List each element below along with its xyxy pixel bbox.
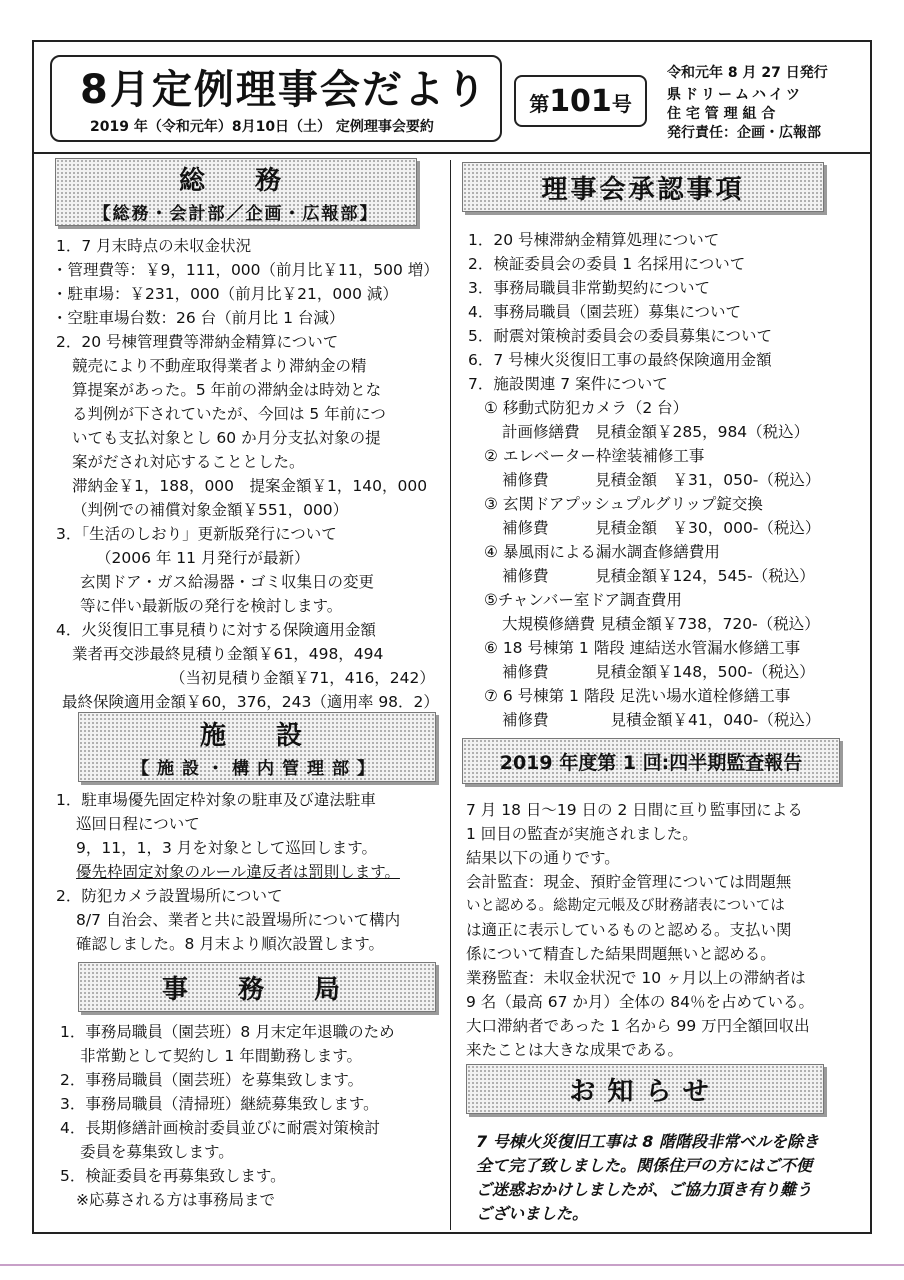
list-item: 1．駐車場優先固定枠対象の駐車及び違法駐車 [56, 791, 376, 809]
soumu-title: 総 務 [178, 166, 293, 196]
list-item: ※応募される方は事務局まで [76, 1191, 275, 1209]
list-item: 5．検証委員を再募集致します。 [60, 1167, 286, 1185]
list-item: 2．20 号棟管理費等滞納金精算について [56, 333, 339, 351]
list-item: ① 移動式防犯カメラ（2 台） [484, 399, 689, 417]
list-item: 3．事務局職員（清掃班）継続募集致します。 [60, 1095, 379, 1113]
list-item: 5．耐震対策検討委員会の委員募集について [468, 327, 773, 345]
list-item: 7 月 18 日〜19 日の 2 日間に亘り監事団による [466, 801, 803, 819]
list-item: 補修費 見積金額 ￥31，050-（税込） [502, 471, 821, 489]
list-item: いても支払対象とし 60 か月分支払対象の提 [72, 429, 381, 447]
list-item: 最終保険適用金額￥60，376，243（適用率 98．2） [62, 693, 439, 711]
list-item: 滞納金￥1，188，000 提案金額￥1，140，000 [72, 477, 428, 495]
audit-heading [462, 738, 840, 784]
page-bottom-line [0, 1264, 904, 1266]
list-item: 優先枠固定対象のルール違反者は罰則します。 [76, 863, 400, 881]
list-item: ・空駐車場台数：26 台（前月比 1 台減） [52, 309, 345, 327]
list-item: 補修費 見積金額￥124，545-（税込） [502, 567, 815, 585]
list-item: 9，11，1，3 月を対象として巡回します。 [76, 839, 377, 857]
list-item: 確認しました。8 月末より順次設置します。 [76, 935, 385, 953]
list-item: 競売により不動産取得業者より滞納金の精 [72, 357, 367, 375]
list-item: 4．事務局職員（園芸班）募集について [468, 303, 742, 321]
list-item: 計画修繕費 見積金額￥285，984（税込） [502, 423, 810, 441]
shisetsu-subtitle: 【施設・構内管理部】 [132, 759, 382, 779]
list-item: ご迷惑おかけしましたが、ご協力頂き有り難う [476, 1180, 813, 1199]
list-item: 8/7 自治会、業者と共に設置場所について構内 [76, 911, 401, 929]
list-item: 来たことは大きな成果である。 [466, 1041, 684, 1059]
list-item: ⑤チャンバー室ドア調査費用 [484, 591, 682, 609]
list-item: 2．検証委員会の委員 1 名採用について [468, 255, 746, 273]
list-item: ③ 玄関ドアプッシュプルグリップ錠交換 [484, 495, 763, 513]
list-item: 補修費 見積金額￥41，040-（税込） [502, 711, 821, 729]
list-item: 業者再交渉最終見積り金額￥61，498，494 [72, 645, 384, 663]
list-item: 9 名（最高 67 か月）全体の 84％を占めている。 [466, 993, 815, 1011]
list-item: 結果以下の通りです。 [466, 849, 620, 867]
list-item: 係について精査した結果問題無いと認める。 [466, 945, 776, 963]
notice-title: お知らせ [569, 1076, 721, 1107]
shisetsu-heading [78, 712, 436, 782]
list-item: る判例が下されていたが、今回は 5 年前につ [72, 405, 386, 423]
list-item: ⑦ 6 号棟第 1 階段 足洗い場水道栓修繕工事 [484, 687, 791, 705]
jimukyoku-heading [78, 962, 436, 1012]
list-item: （判例での補償対象金額￥551，000） [72, 501, 349, 519]
list-item: 非常勤として契約し 1 年間勤務します。 [80, 1047, 362, 1065]
list-item: 7．施設関連 7 案件について [468, 375, 668, 393]
soumu-subtitle: 【総務・会計部／企画・広報部】 [93, 204, 379, 224]
issue-number-box [514, 75, 647, 127]
list-item: いと認める。総勘定元帳及び財務諸表については [466, 898, 785, 914]
audit-title: 2019 年度第 1 回:四半期監査報告 [499, 751, 803, 774]
list-item: 大口滞納者であった 1 名から 99 万円全額回収出 [466, 1017, 810, 1035]
list-item: （当初見積り金額￥71，416，242） [170, 669, 435, 687]
list-item: 4．長期修繕計画検討委員並びに耐震対策検討 [60, 1119, 380, 1137]
issue-number: 第101号 [529, 83, 632, 119]
column-divider [450, 160, 451, 1230]
approval-heading [462, 162, 824, 212]
list-item: 等に伴い最新版の発行を検討します。 [80, 597, 343, 615]
list-item: 算提案があった。5 年前の滞納金は時効とな [72, 381, 382, 399]
list-item: 大規模修繕費 見積金額￥738，720-（税込） [502, 615, 820, 633]
approval-title: 理事会承認事項 [541, 174, 745, 205]
list-item: （2006 年 11 月発行が最新） [96, 549, 310, 567]
responsible-department: 発行責任：企画・広報部 [667, 125, 821, 141]
list-item: ④ 暴風雨による漏水調査修繕費用 [484, 543, 720, 561]
list-item: 7 号棟火災復旧工事は 8 階階段非常ベルを除き [476, 1132, 819, 1151]
organization-name: 県ドリームハイツ [667, 87, 803, 103]
publication-date: 令和元年 8 月 27 日発行 [667, 65, 828, 81]
list-item: 2．防犯カメラ設置場所について [56, 887, 283, 905]
list-item: 巡回日程について [76, 815, 200, 833]
soumu-heading [55, 158, 417, 226]
list-item: ございました。 [476, 1204, 589, 1223]
list-item: ・駐車場：￥231，000（前月比￥21，000 減） [52, 285, 398, 303]
list-item: 玄関ドア・ガス給湯器・ゴミ収集日の変更 [80, 573, 375, 591]
list-item: 業務監査：未収金状況で 10 ヶ月以上の滞納者は [466, 969, 806, 987]
list-item: 1 回目の監査が実施されました。 [466, 825, 698, 843]
list-item: 全て完了致しました。関係住戸の方にはご不便 [476, 1156, 813, 1175]
shisetsu-title: 施 設 [199, 721, 314, 751]
list-item: 1．事務局職員（園芸班）8 月末定年退職のため [60, 1023, 395, 1041]
list-item: 案がだされ対応することとした。 [72, 453, 305, 471]
list-item: 2．事務局職員（園芸班）を募集致します。 [60, 1071, 364, 1089]
list-item: 3．事務局職員非常勤契約について [468, 279, 711, 297]
page-subtitle: 2019 年（令和元年）8月10日（土） 定例理事会要約 [90, 119, 434, 135]
list-item: 会計監査：現金、預貯金管理については問題無 [466, 873, 792, 891]
list-item: 委員を募集致します。 [80, 1143, 234, 1161]
list-item: 1．7 月末時点の未収金状況 [56, 237, 252, 255]
list-item: 6．7 号棟火災復旧工事の最終保険適用金額 [468, 351, 772, 369]
list-item: 補修費 見積金額 ￥30，000-（税込） [502, 519, 821, 537]
list-item: 補修費 見積金額￥148，500-（税込） [502, 663, 815, 681]
jimukyoku-title: 事 務 局 [161, 974, 352, 1005]
organization-name-2: 住 宅 管 理 組 合 [667, 106, 776, 122]
notice-heading [466, 1064, 824, 1114]
list-item: は適正に表示しているものと認める。支払い関 [466, 921, 792, 939]
page-title: 8月定例理事会だより [80, 67, 488, 113]
list-item: ・管理費等：￥9，111，000（前月比￥11，500 増） [52, 261, 439, 279]
list-item: 1．20 号棟滞納金精算処理について [468, 231, 720, 249]
list-item: ② エレベーター枠塗装補修工事 [484, 447, 705, 465]
list-item: 4．火災復旧工事見積りに対する保険適用金額 [56, 621, 376, 639]
list-item: ⑥ 18 号棟第 1 階段 連結送水管漏水修繕工事 [484, 639, 801, 657]
list-item: 3．「生活のしおり」更新版発行について [56, 525, 337, 543]
header-divider [34, 152, 870, 154]
